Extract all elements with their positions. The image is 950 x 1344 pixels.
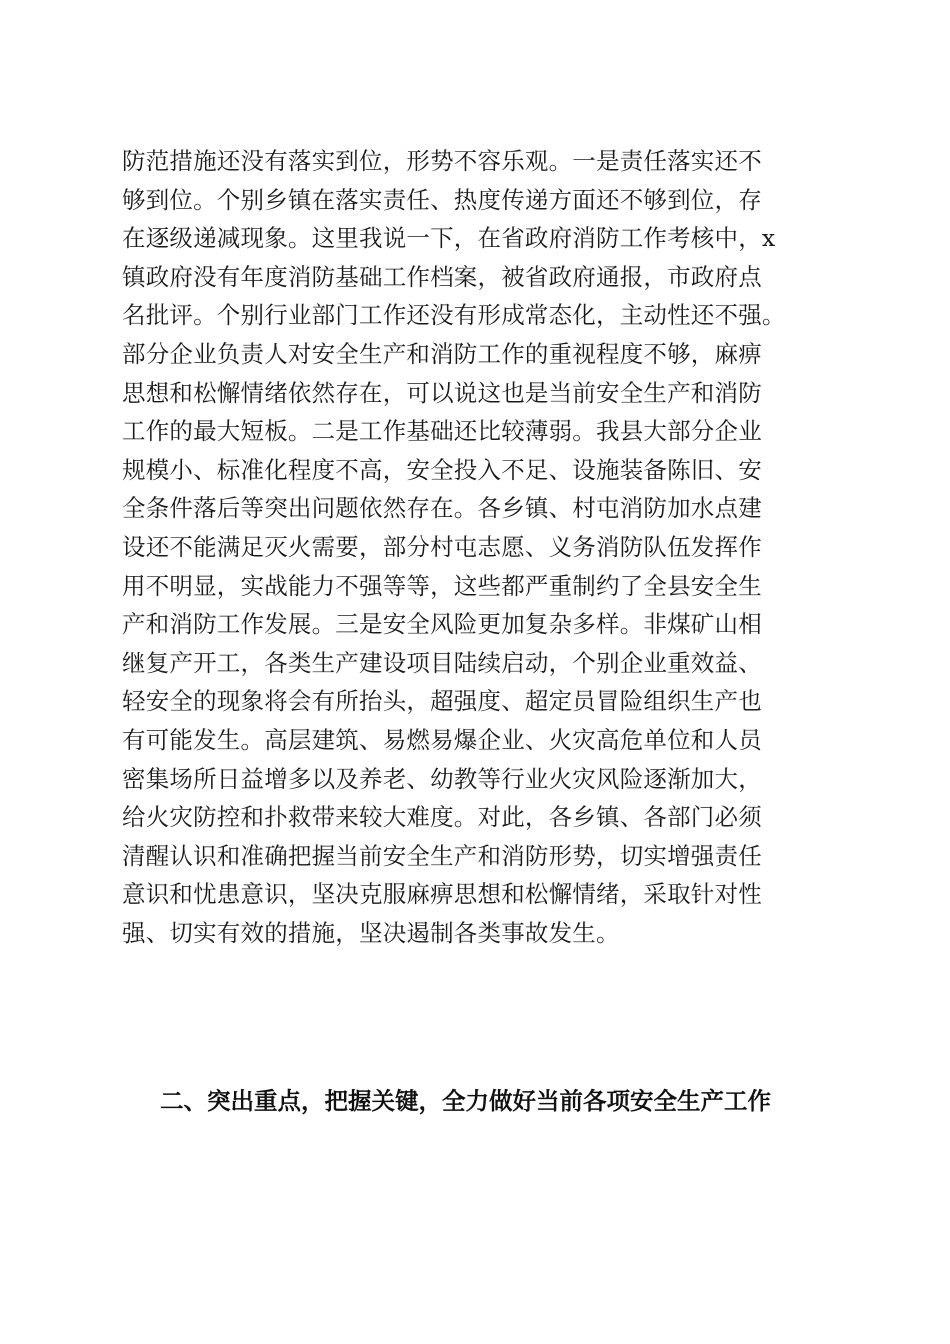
paragraph-line: 全条件落后等突出问题依然存在。各乡镇、村屯消防加水点建 — [122, 494, 762, 523]
paragraph-line: 清醒认识和准确把握当前安全生产和消防形势，切实增强责任 — [122, 841, 762, 870]
section-heading: 二、突出重点，把握关键，全力做好当前各项安全生产工作 — [160, 1087, 771, 1115]
paragraph-line: 强、切实有效的措施，坚决遏制各类事故发生。 — [122, 918, 620, 947]
paragraph-line: 密集场所日益增多以及养老、幼教等行业火灾风险逐渐加大， — [122, 764, 762, 793]
paragraph-line: 够到位。个别乡镇在落实责任、热度传递方面还不够到位，存 — [122, 185, 762, 214]
paragraph-line: 工作的最大短板。二是工作基础还比较薄弱。我县大部分企业 — [122, 417, 762, 446]
paragraph-line: 部分企业负责人对安全生产和消防工作的重视程度不够，麻痹 — [122, 339, 762, 368]
paragraph-line: 防范措施还没有落实到位，形势不容乐观。一是责任落实还不 — [122, 147, 762, 175]
paragraph-line: 用不明显，实战能力不强等等，这些都严重制约了全县安全生 — [122, 571, 762, 600]
paragraph-line: 给火灾防控和扑救带来较大难度。对此，各乡镇、各部门必须 — [122, 803, 762, 832]
paragraph-line: 思想和松懈情绪依然存在，可以说这也是当前安全生产和消防 — [122, 378, 762, 407]
paragraph-line: 意识和忧患意识，坚决克服麻痹思想和松懈情绪，采取针对性 — [122, 880, 762, 909]
paragraph-line: 继复产开工，各类生产建设项目陆续启动，个别企业重效益、 — [122, 648, 762, 677]
paragraph-line: 产和消防工作发展。三是安全风险更加复杂多样。非煤矿山相 — [122, 610, 762, 639]
paragraph-line: 轻安全的现象将会有所抬头，超强度、超定员冒险组织生产也 — [122, 687, 762, 716]
paragraph-line: 在逐级递减现象。这里我说一下，在省政府消防工作考核中，x — [122, 224, 776, 253]
paragraph-line: 有可能发生。高层建筑、易燃易爆企业、火灾高危单位和人员 — [122, 725, 762, 754]
paragraph-line: 规模小、标准化程度不高，安全投入不足、设施装备陈旧、安 — [122, 455, 762, 484]
paragraph-line: 设还不能满足灭火需要，部分村屯志愿、义务消防队伍发挥作 — [122, 532, 762, 561]
paragraph-line: 镇政府没有年度消防基础工作档案，被省政府通报，市政府点 — [122, 262, 762, 291]
body-paragraph — [122, 142, 832, 952]
paragraph-line: 名批评。个别行业部门工作还没有形成常态化，主动性还不强。 — [122, 301, 786, 330]
